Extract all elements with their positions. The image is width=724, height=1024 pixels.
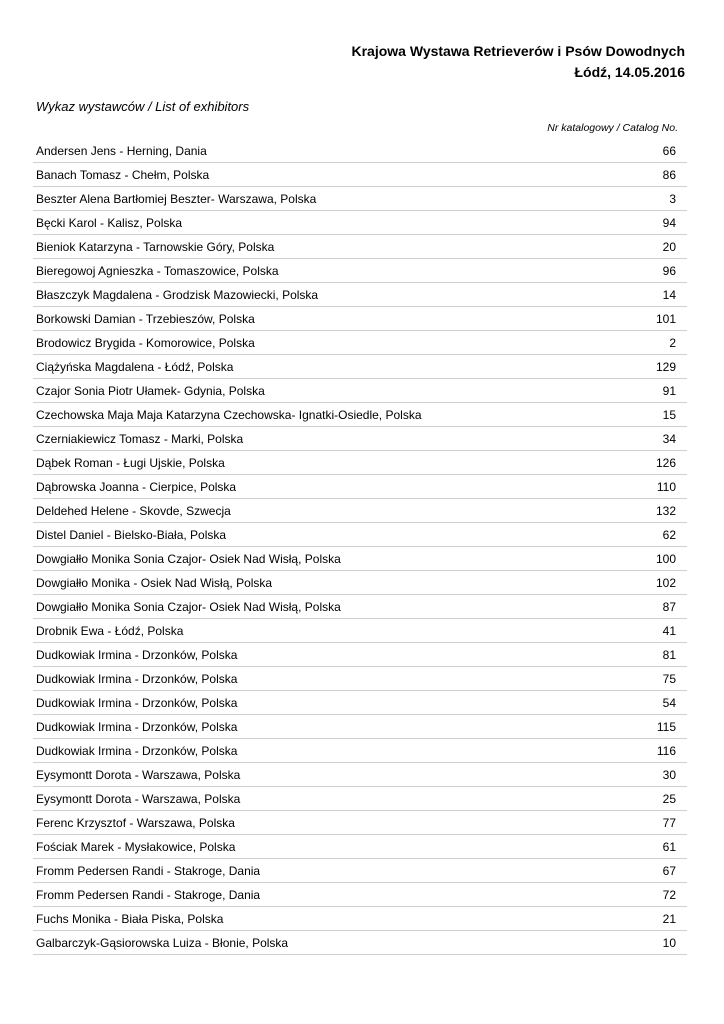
catalog-number: 54 <box>662 695 676 710</box>
exhibitor-row <box>33 211 687 235</box>
exhibitor-name: Dąbrowska Joanna - Cierpice, Polska <box>36 479 237 494</box>
exhibitor-row <box>33 331 687 355</box>
exhibitor-name: Banach Tomasz - Chełm, Polska <box>36 167 210 182</box>
exhibitor-row <box>33 715 687 739</box>
catalog-number: 30 <box>662 767 676 782</box>
catalog-number: 94 <box>662 215 676 230</box>
catalog-number: 61 <box>662 839 676 854</box>
exhibitor-row <box>33 139 687 163</box>
exhibitor-row <box>33 643 687 667</box>
exhibitor-name: Bęcki Karol - Kalisz, Polska <box>36 215 183 230</box>
catalog-number: 96 <box>662 263 676 278</box>
catalog-number: 3 <box>669 191 676 206</box>
exhibitor-name: Deldehed Helene - Skovde, Szwecja <box>36 503 231 518</box>
exhibitor-name: Eysymontt Dorota - Warszawa, Polska <box>36 767 241 782</box>
exhibitor-row <box>33 259 687 283</box>
catalog-number: 126 <box>655 455 676 470</box>
exhibitor-name: Czajor Sonia Piotr Ułamek- Gdynia, Polska <box>36 383 265 398</box>
exhibitor-name: Dowgiałło Monika - Osiek Nad Wisłą, Polska <box>36 575 273 590</box>
catalog-number: 25 <box>662 791 676 806</box>
catalog-number: 132 <box>655 503 676 518</box>
catalog-number: 75 <box>662 671 676 686</box>
exhibitor-name: Dowgiałło Monika Sonia Czajor- Osiek Nad Wisłą, Polska <box>36 551 341 566</box>
exhibitor-name: Czerniakiewicz Tomasz - Marki, Polska <box>36 431 244 446</box>
exhibitor-row <box>33 835 687 859</box>
catalog-number: 81 <box>662 647 676 662</box>
catalog-number-column-header: Nr katalogowy / Catalog No. <box>547 122 678 134</box>
catalog-number: 20 <box>662 239 676 254</box>
exhibitor-row <box>33 595 687 619</box>
exhibitor-name: Brodowicz Brygida - Komorowice, Polska <box>36 335 255 350</box>
exhibitor-row <box>33 907 687 931</box>
catalog-number: 102 <box>655 575 676 590</box>
exhibitor-row <box>33 379 687 403</box>
catalog-number: 2 <box>669 335 676 350</box>
exhibitor-row <box>33 283 687 307</box>
catalog-number: 91 <box>662 383 676 398</box>
catalog-number: 66 <box>662 143 676 158</box>
exhibitor-name: Eysymontt Dorota - Warszawa, Polska <box>36 791 241 806</box>
exhibitor-name: Dąbek Roman - Ługi Ujskie, Polska <box>36 455 225 470</box>
catalog-number: 34 <box>662 431 676 446</box>
exhibitor-name: Bieregowoj Agnieszka - Tomaszowice, Polska <box>36 263 279 278</box>
document-title: Krajowa Wystawa Retrieverów i Psów Dowodnych <box>351 43 685 59</box>
catalog-number: 41 <box>662 623 676 638</box>
exhibitor-name: Fościak Marek - Mysłakowice, Polska <box>36 839 236 854</box>
exhibitor-row <box>33 403 687 427</box>
exhibitor-row <box>33 499 687 523</box>
exhibitor-name: Borkowski Damian - Trzebieszów, Polska <box>36 311 255 326</box>
exhibitor-row <box>33 187 687 211</box>
exhibitor-row <box>33 619 687 643</box>
catalog-number: 10 <box>662 935 676 950</box>
exhibitor-name: Dudkowiak Irmina - Drzonków, Polska <box>36 695 238 710</box>
catalog-number: 72 <box>662 887 676 902</box>
document-date-location: Łódź, 14.05.2016 <box>574 64 685 80</box>
catalog-number: 129 <box>655 359 676 374</box>
catalog-number: 87 <box>662 599 676 614</box>
exhibitor-name: Fromm Pedersen Randi - Stakroge, Dania <box>36 863 261 878</box>
catalog-number: 110 <box>656 479 676 494</box>
exhibitor-row <box>33 763 687 787</box>
catalog-number: 100 <box>655 551 676 566</box>
catalog-number: 77 <box>662 815 676 830</box>
exhibitor-name: Distel Daniel - Bielsko-Biała, Polska <box>36 527 227 542</box>
exhibitor-name: Ciążyńska Magdalena - Łódź, Polska <box>36 359 234 374</box>
exhibitor-name: Fuchs Monika - Biała Piska, Polska <box>36 911 224 926</box>
exhibitor-row <box>33 787 687 811</box>
exhibitor-row <box>33 667 687 691</box>
exhibitor-row <box>33 427 687 451</box>
exhibitor-row <box>33 739 687 763</box>
catalog-number: 67 <box>662 863 676 878</box>
catalog-number: 21 <box>662 911 676 926</box>
exhibitor-name: Dowgiałło Monika Sonia Czajor- Osiek Nad Wisłą, Polska <box>36 599 341 614</box>
exhibitor-name: Dudkowiak Irmina - Drzonków, Polska <box>36 647 238 662</box>
exhibitor-row <box>33 235 687 259</box>
exhibitor-row <box>33 811 687 835</box>
exhibitor-name: Drobnik Ewa - Łódź, Polska <box>36 623 184 638</box>
catalog-number: 14 <box>662 287 676 302</box>
exhibitor-row <box>33 523 687 547</box>
exhibitor-name: Ferenc Krzysztof - Warszawa, Polska <box>36 815 235 830</box>
exhibitor-row <box>33 307 687 331</box>
exhibitor-name: Galbarczyk-Gąsiorowska Luiza - Błonie, Polska <box>36 935 289 950</box>
catalog-number: 86 <box>662 167 676 182</box>
exhibitor-row <box>33 475 687 499</box>
exhibitor-row <box>33 883 687 907</box>
exhibitor-row <box>33 859 687 883</box>
catalog-number: 115 <box>656 719 676 734</box>
catalog-number: 62 <box>662 527 676 542</box>
exhibitor-list <box>33 139 687 955</box>
catalog-number: 116 <box>656 743 676 758</box>
exhibitor-name: Błaszczyk Magdalena - Grodzisk Mazowiecki, Polska <box>36 287 319 302</box>
exhibitor-name: Dudkowiak Irmina - Drzonków, Polska <box>36 743 238 758</box>
exhibitor-row <box>33 163 687 187</box>
exhibitor-row <box>33 355 687 379</box>
exhibitor-name: Bieniok Katarzyna - Tarnowskie Góry, Polska <box>36 239 275 254</box>
list-heading: Wykaz wystawców / List of exhibitors <box>36 99 250 114</box>
exhibitor-row <box>33 931 687 955</box>
catalog-number: 15 <box>662 407 676 422</box>
exhibitor-name: Dudkowiak Irmina - Drzonków, Polska <box>36 719 238 734</box>
exhibitor-row <box>33 547 687 571</box>
exhibitor-name: Beszter Alena Bartłomiej Beszter- Warszawa, Polska <box>36 191 317 206</box>
exhibitor-name: Dudkowiak Irmina - Drzonków, Polska <box>36 671 238 686</box>
exhibitor-name: Czechowska Maja Maja Katarzyna Czechowska- Ignatki-Osiedle, Polska <box>36 407 422 422</box>
catalog-number: 101 <box>655 311 676 326</box>
exhibitor-row <box>33 571 687 595</box>
exhibitor-name: Andersen Jens - Herning, Dania <box>36 143 207 158</box>
exhibitor-name: Fromm Pedersen Randi - Stakroge, Dania <box>36 887 261 902</box>
exhibitor-row <box>33 691 687 715</box>
exhibitor-row <box>33 451 687 475</box>
